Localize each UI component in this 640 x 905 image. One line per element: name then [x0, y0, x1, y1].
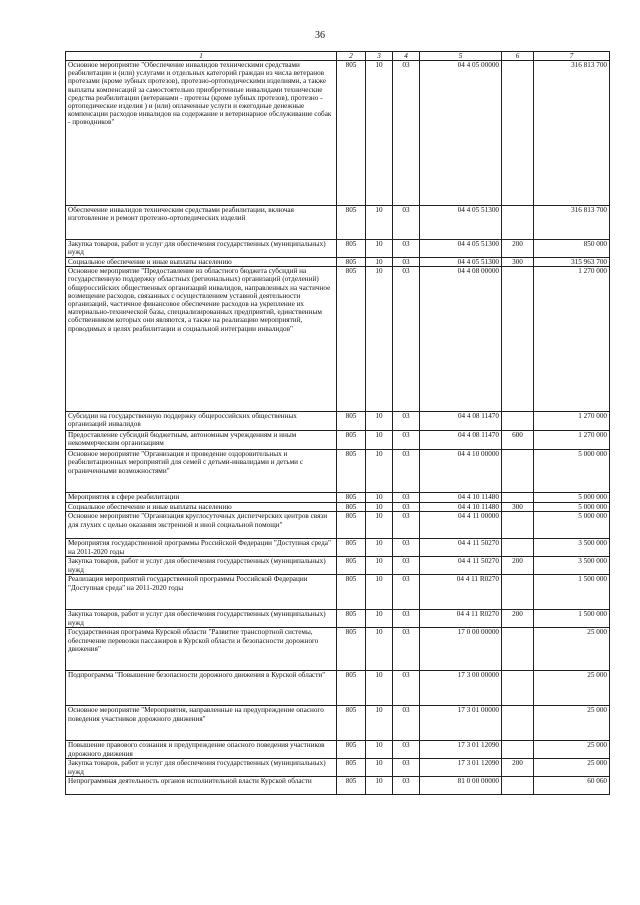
- row-expense-type: [502, 671, 534, 706]
- row-target-article: 04 4 08 11470: [420, 431, 502, 450]
- row-name: Мероприятия государственной программы Российской Федерации "Доступная среда" на 2011-2020 годы: [66, 539, 337, 557]
- row-amount: 1 270 000: [534, 431, 610, 450]
- row-target-article: 17 3 01 12090: [420, 759, 502, 777]
- table-row: [66, 431, 610, 450]
- row-target-article: 04 4 10 00000: [420, 450, 502, 493]
- row-name: Реализация мероприятий государственной программы Российской Федерации "Доступная среда" на 2011-2020 годы: [66, 575, 337, 610]
- row-subsection: 03: [393, 628, 420, 671]
- row-section: 10: [366, 503, 393, 512]
- row-expense-type: [502, 741, 534, 759]
- row-expense-type: 200: [502, 610, 534, 628]
- row-amount: 5 000 000: [534, 503, 610, 512]
- table-row: [66, 610, 610, 628]
- row-section: 10: [366, 240, 393, 258]
- row-name: Предоставление субсидий бюджетным, автономным учреждениям и иным некоммерческим организациям: [66, 431, 337, 450]
- row-target-article: 04 4 05 51300: [420, 258, 502, 267]
- row-amount: 60 060: [534, 777, 610, 795]
- table-row: [66, 628, 610, 671]
- table-row: [66, 557, 610, 575]
- row-ministry-code: 805: [337, 258, 366, 267]
- row-ministry-code: 805: [337, 575, 366, 610]
- column-header: 7: [534, 52, 610, 61]
- row-ministry-code: 805: [337, 610, 366, 628]
- column-header: 1: [66, 52, 337, 61]
- row-section: 10: [366, 267, 393, 412]
- row-subsection: 03: [393, 777, 420, 795]
- row-section: 10: [366, 610, 393, 628]
- row-name: Социальное обеспечение и иные выплаты населению: [66, 503, 337, 512]
- table-row: [66, 741, 610, 759]
- row-subsection: 03: [393, 61, 420, 206]
- row-expense-type: [502, 706, 534, 741]
- row-subsection: 03: [393, 450, 420, 493]
- row-expense-type: [502, 206, 534, 240]
- table-row: [66, 493, 610, 503]
- row-subsection: 03: [393, 258, 420, 267]
- row-amount: 5 000 000: [534, 450, 610, 493]
- row-expense-type: [502, 412, 534, 431]
- column-header: 6: [502, 52, 534, 61]
- row-expense-type: [502, 575, 534, 610]
- row-expense-type: 600: [502, 431, 534, 450]
- row-subsection: 03: [393, 503, 420, 512]
- row-amount: 3 500 000: [534, 557, 610, 575]
- row-expense-type: 200: [502, 557, 534, 575]
- table-row: [66, 412, 610, 431]
- row-expense-type: [502, 777, 534, 795]
- row-name: Основное мероприятие "Организация круглосуточных диспетчерских центров связи для глухих с целью оказания экстренной и иной социальной помощи": [66, 512, 337, 539]
- row-amount: 1 500 000: [534, 575, 610, 610]
- table-row: [66, 267, 610, 412]
- row-ministry-code: 805: [337, 503, 366, 512]
- row-name: Субсидии на государственную поддержку общероссийских общественных организаций инвалидов: [66, 412, 337, 431]
- row-ministry-code: 805: [337, 628, 366, 671]
- row-target-article: 17 3 01 12090: [420, 741, 502, 759]
- row-name: Основное мероприятие "Обеспечение инвалидов техническими средствами реабилитации и (или) услугами и отдельных категорий граждан из числа ветеранов протезами (кроме зубных протезов), протезно-ортопедическими изделиями, а также выплаты компенсаций за самостоятельно приобретенные инвалидами технические средства реабилитации (ветеранами - протезы (кроме зубных протезов), протезно - ортопедические изделия ) и (или) оплаченные услуги и ежегодные денежные компенсации расходов инвалидов на содержание и ветеринарное обслуживание собак - проводников": [66, 61, 337, 206]
- row-name: Подпрограмма "Повышение безопасности дорожного движения в Курской области": [66, 671, 337, 706]
- row-name: Повышение правового сознания и предупреждение опасного поведения участников дорожного движения: [66, 741, 337, 759]
- row-target-article: 81 0 00 00000: [420, 777, 502, 795]
- row-name: Закупка товаров, работ и услуг для обеспечения государственных (муниципальных) нужд: [66, 240, 337, 258]
- row-target-article: 04 4 05 00000: [420, 61, 502, 206]
- row-subsection: 03: [393, 240, 420, 258]
- row-target-article: 04 4 05 51300: [420, 206, 502, 240]
- row-section: 10: [366, 706, 393, 741]
- column-header: 5: [420, 52, 502, 61]
- row-ministry-code: 805: [337, 431, 366, 450]
- row-ministry-code: 805: [337, 539, 366, 557]
- row-amount: 5 000 000: [534, 493, 610, 503]
- row-subsection: 03: [393, 206, 420, 240]
- row-amount: 850 000: [534, 240, 610, 258]
- budget-table: [65, 51, 610, 795]
- row-ministry-code: 805: [337, 493, 366, 503]
- row-subsection: 03: [393, 706, 420, 741]
- row-name: Государственная программа Курской области "Развитие транспортной системы, обеспечение перевозки пассажиров в Курской области и безопасности дорожного движения": [66, 628, 337, 671]
- row-ministry-code: 805: [337, 412, 366, 431]
- row-subsection: 03: [393, 610, 420, 628]
- row-name: Закупка товаров, работ и услуг для обеспечения государственных (муниципальных) нужд: [66, 759, 337, 777]
- row-target-article: 04 4 08 00000: [420, 267, 502, 412]
- table-row: [66, 503, 610, 512]
- page-number: 36: [315, 30, 325, 41]
- row-expense-type: 200: [502, 759, 534, 777]
- row-target-article: 04 4 08 11470: [420, 412, 502, 431]
- row-name: Социальное обеспечение и иные выплаты населению: [66, 258, 337, 267]
- row-amount: 3 500 000: [534, 539, 610, 557]
- row-section: 10: [366, 450, 393, 493]
- row-subsection: 03: [393, 741, 420, 759]
- table-row: [66, 240, 610, 258]
- row-section: 10: [366, 777, 393, 795]
- column-header: 4: [393, 52, 420, 61]
- row-subsection: 03: [393, 412, 420, 431]
- row-expense-type: 300: [502, 503, 534, 512]
- table-row: [66, 575, 610, 610]
- row-ministry-code: 805: [337, 512, 366, 539]
- row-subsection: 03: [393, 539, 420, 557]
- row-ministry-code: 805: [337, 267, 366, 412]
- row-expense-type: [502, 539, 534, 557]
- row-section: 10: [366, 539, 393, 557]
- row-amount: 315 963 700: [534, 258, 610, 267]
- row-expense-type: [502, 267, 534, 412]
- row-section: 10: [366, 741, 393, 759]
- row-amount: 316 813 700: [534, 61, 610, 206]
- row-ministry-code: 805: [337, 759, 366, 777]
- row-target-article: 04 4 10 11480: [420, 503, 502, 512]
- row-ministry-code: 805: [337, 240, 366, 258]
- row-subsection: 03: [393, 759, 420, 777]
- row-subsection: 03: [393, 671, 420, 706]
- row-ministry-code: 805: [337, 206, 366, 240]
- row-expense-type: [502, 61, 534, 206]
- row-amount: 25 000: [534, 628, 610, 671]
- row-target-article: 17 3 00 00000: [420, 671, 502, 706]
- row-section: 10: [366, 759, 393, 777]
- header-row: [66, 52, 610, 61]
- row-amount: 5 000 000: [534, 512, 610, 539]
- row-target-article: 04 4 11 R0270: [420, 575, 502, 610]
- row-expense-type: 200: [502, 240, 534, 258]
- row-ministry-code: 805: [337, 777, 366, 795]
- row-ministry-code: 805: [337, 671, 366, 706]
- row-ministry-code: 805: [337, 557, 366, 575]
- row-section: 10: [366, 575, 393, 610]
- table-row: [66, 512, 610, 539]
- row-target-article: 04 4 11 50270: [420, 557, 502, 575]
- row-target-article: 04 4 11 R0270: [420, 610, 502, 628]
- row-section: 10: [366, 671, 393, 706]
- row-subsection: 03: [393, 557, 420, 575]
- row-section: 10: [366, 431, 393, 450]
- row-target-article: 17 3 01 00000: [420, 706, 502, 741]
- row-target-article: 04 4 11 00000: [420, 512, 502, 539]
- row-section: 10: [366, 512, 393, 539]
- row-amount: 25 000: [534, 671, 610, 706]
- row-name: Закупка товаров, работ и услуг для обеспечения государственных (муниципальных) нужд: [66, 610, 337, 628]
- row-name: Непрограммная деятельность органов исполнительной власти Курской области: [66, 777, 337, 795]
- column-header: 2: [337, 52, 366, 61]
- row-subsection: 03: [393, 512, 420, 539]
- row-target-article: 17 0 00 00000: [420, 628, 502, 671]
- row-section: 10: [366, 258, 393, 267]
- row-subsection: 03: [393, 493, 420, 503]
- row-expense-type: [502, 450, 534, 493]
- row-section: 10: [366, 61, 393, 206]
- table-row: [66, 759, 610, 777]
- row-amount: 1 500 000: [534, 610, 610, 628]
- row-expense-type: [502, 493, 534, 503]
- row-expense-type: [502, 512, 534, 539]
- row-name: Мероприятия в сфере реабилитации: [66, 493, 337, 503]
- row-name: Основное мероприятие "Предоставление из областного бюджета субсидий на государственную поддержку областных (региональных) организаций (отделений) общероссийских общественных организаций инвалидов, направленных на частичное возмещение расходов, связанных с осуществлением уставной деятельности организаций, частичное финансовое обеспечение расходов на укрепление их материально-технической базы, специализированных предприятий, единственным собственником которых они являются, а также на реализацию мероприятий, проводимых в целях реабилитации и социальной интеграции инвалидов": [66, 267, 337, 412]
- row-target-article: 04 4 10 11480: [420, 493, 502, 503]
- row-ministry-code: 805: [337, 706, 366, 741]
- table-row: [66, 258, 610, 267]
- row-section: 10: [366, 493, 393, 503]
- row-amount: 316 813 700: [534, 206, 610, 240]
- table-row: [66, 61, 610, 206]
- table-row: [66, 671, 610, 706]
- row-expense-type: 300: [502, 258, 534, 267]
- row-amount: 25 000: [534, 706, 610, 741]
- row-subsection: 03: [393, 267, 420, 412]
- row-name: Основное мероприятие "Организация и проведение оздоровительных и реабилитационных мероприятий для семей с детьми-инвалидами и детьми с ограниченными возможностями": [66, 450, 337, 493]
- table-row: [66, 777, 610, 795]
- table-row: [66, 206, 610, 240]
- row-ministry-code: 805: [337, 450, 366, 493]
- row-name: Основное мероприятие "Мероприятия, направленные на предупреждение опасного поведения участников дорожного движения": [66, 706, 337, 741]
- row-name: Закупка товаров, работ и услуг для обеспечения государственных (муниципальных) нужд: [66, 557, 337, 575]
- table-row: [66, 450, 610, 493]
- row-section: 10: [366, 206, 393, 240]
- row-target-article: 04 4 11 50270: [420, 539, 502, 557]
- table-row: [66, 539, 610, 557]
- row-section: 10: [366, 628, 393, 671]
- row-amount: 1 270 000: [534, 267, 610, 412]
- column-header: 3: [366, 52, 393, 61]
- row-subsection: 03: [393, 575, 420, 610]
- row-name: Обеспечение инвалидов техническим средствами реабилитации, включая изготовление и ремонт протезно-ортопедических изделий: [66, 206, 337, 240]
- row-amount: 1 270 000: [534, 412, 610, 431]
- table-row: [66, 706, 610, 741]
- row-expense-type: [502, 628, 534, 671]
- row-subsection: 03: [393, 431, 420, 450]
- row-amount: 25 000: [534, 759, 610, 777]
- row-section: 10: [366, 557, 393, 575]
- row-target-article: 04 4 05 51300: [420, 240, 502, 258]
- row-ministry-code: 805: [337, 741, 366, 759]
- row-amount: 25 000: [534, 741, 610, 759]
- row-section: 10: [366, 412, 393, 431]
- row-ministry-code: 805: [337, 61, 366, 206]
